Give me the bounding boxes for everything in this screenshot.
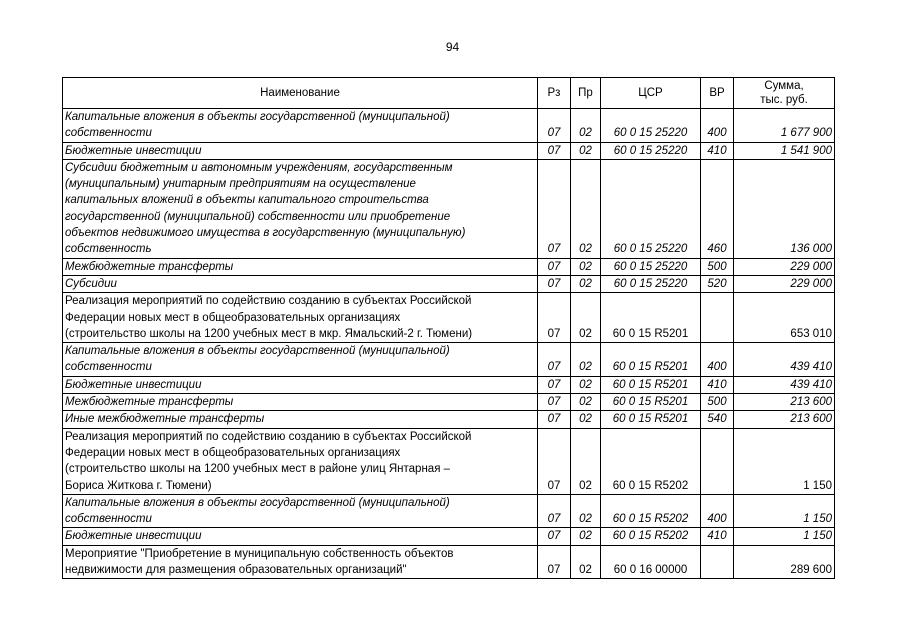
cell-csr: 60 0 15 R5201	[601, 411, 701, 428]
cell-pr: 02	[571, 394, 601, 411]
cell-vr: 400	[701, 343, 734, 377]
cell-pr: 02	[571, 275, 601, 292]
cell-csr: 60 0 15 R5202	[601, 528, 701, 545]
cell-sum: 439 410	[734, 376, 835, 393]
budget-table	[62, 77, 835, 579]
cell-sum: 653 010	[734, 293, 835, 343]
cell-pr: 02	[571, 109, 601, 143]
cell-sum: 439 410	[734, 343, 835, 377]
cell-csr: 60 0 16 00000	[601, 545, 701, 579]
cell-csr: 60 0 15 25220	[601, 159, 701, 258]
cell-rz: 07	[538, 142, 571, 159]
cell-csr: 60 0 15 R5201	[601, 293, 701, 343]
cell-name: Бюджетные инвестиции	[63, 528, 538, 545]
cell-rz: 07	[538, 343, 571, 377]
cell-rz: 07	[538, 275, 571, 292]
cell-name: Капитальные вложения в объекты государственной (муниципальной) собственности	[63, 109, 538, 143]
table-row	[63, 411, 835, 428]
cell-vr: 410	[701, 142, 734, 159]
table-row	[63, 376, 835, 393]
table-row	[63, 159, 835, 258]
table-row	[63, 258, 835, 275]
cell-name: Иные межбюджетные трансферты	[63, 411, 538, 428]
cell-vr: 460	[701, 159, 734, 258]
cell-name: Реализация мероприятий по содействию созданию в субъектах Российской Федерации новых мест в общеобразовательных организациях (строительство школы на 1200 учебных мест в районе улиц Янтарная – Бориса Житкова г. Тюмени)	[63, 428, 538, 494]
cell-csr: 60 0 15 R5201	[601, 376, 701, 393]
cell-vr: 540	[701, 411, 734, 428]
cell-pr: 02	[571, 376, 601, 393]
cell-vr: 400	[701, 494, 734, 528]
table-row	[63, 343, 835, 377]
page-number: 94	[445, 40, 460, 54]
cell-sum: 213 600	[734, 394, 835, 411]
cell-pr: 02	[571, 159, 601, 258]
header-name: Наименование	[63, 78, 538, 109]
cell-pr: 02	[571, 428, 601, 494]
cell-csr: 60 0 15 R5201	[601, 343, 701, 377]
cell-vr: 400	[701, 109, 734, 143]
cell-rz: 07	[538, 376, 571, 393]
cell-vr: 500	[701, 394, 734, 411]
header-csr: ЦСР	[601, 78, 701, 109]
cell-pr: 02	[571, 528, 601, 545]
table-row	[63, 545, 835, 579]
table-row	[63, 394, 835, 411]
cell-sum: 1 150	[734, 528, 835, 545]
cell-name: Субсидии бюджетным и автономным учреждениям, государственным (муниципальным) унитарным предприятиям на осуществление капитальных вложений в объекты капитального строительства государственной (муниципальной) собственности или приобретение объектов недвижимого имущества в государственную (муниципальную) собственность	[63, 159, 538, 258]
cell-pr: 02	[571, 142, 601, 159]
cell-name: Межбюджетные трансферты	[63, 258, 538, 275]
header-sum: Сумма, тыс. руб.	[734, 78, 835, 109]
cell-vr	[701, 545, 734, 579]
cell-csr: 60 0 15 25220	[601, 258, 701, 275]
cell-pr: 02	[571, 258, 601, 275]
cell-rz: 07	[538, 293, 571, 343]
cell-csr: 60 0 15 R5202	[601, 428, 701, 494]
cell-pr: 02	[571, 545, 601, 579]
table-row	[63, 528, 835, 545]
cell-csr: 60 0 15 R5202	[601, 494, 701, 528]
table-row	[63, 494, 835, 528]
cell-rz: 07	[538, 528, 571, 545]
cell-rz: 07	[538, 159, 571, 258]
cell-sum: 136 000	[734, 159, 835, 258]
table-row	[63, 428, 835, 494]
cell-sum: 1 150	[734, 428, 835, 494]
table-row	[63, 109, 835, 143]
cell-name: Субсидии	[63, 275, 538, 292]
cell-vr: 410	[701, 528, 734, 545]
cell-name: Межбюджетные трансферты	[63, 394, 538, 411]
header-vr: ВР	[701, 78, 734, 109]
cell-pr: 02	[571, 411, 601, 428]
header-pr: Пр	[571, 78, 601, 109]
table-body	[63, 109, 835, 579]
cell-vr: 520	[701, 275, 734, 292]
cell-sum: 289 600	[734, 545, 835, 579]
cell-name: Бюджетные инвестиции	[63, 142, 538, 159]
cell-vr	[701, 428, 734, 494]
cell-name: Капитальные вложения в объекты государственной (муниципальной) собственности	[63, 494, 538, 528]
cell-pr: 02	[571, 293, 601, 343]
cell-name: Капитальные вложения в объекты государственной (муниципальной) собственности	[63, 343, 538, 377]
cell-sum: 229 000	[734, 258, 835, 275]
table-row	[63, 293, 835, 343]
cell-name: Мероприятие "Приобретение в муниципальную собственность объектов недвижимости для размещения образовательных организаций"	[63, 545, 538, 579]
header-rz: Рз	[538, 78, 571, 109]
cell-rz: 07	[538, 411, 571, 428]
cell-csr: 60 0 15 R5201	[601, 394, 701, 411]
cell-name: Бюджетные инвестиции	[63, 376, 538, 393]
cell-rz: 07	[538, 258, 571, 275]
cell-rz: 07	[538, 109, 571, 143]
cell-pr: 02	[571, 343, 601, 377]
cell-vr: 410	[701, 376, 734, 393]
cell-sum: 229 000	[734, 275, 835, 292]
cell-sum: 1 541 900	[734, 142, 835, 159]
cell-vr: 500	[701, 258, 734, 275]
cell-csr: 60 0 15 25220	[601, 275, 701, 292]
cell-rz: 07	[538, 428, 571, 494]
cell-csr: 60 0 15 25220	[601, 109, 701, 143]
table-row	[63, 142, 835, 159]
cell-sum: 1 150	[734, 494, 835, 528]
cell-name: Реализация мероприятий по содействию созданию в субъектах Российской Федерации новых мест в общеобразовательных организациях (строительство школы на 1200 учебных мест в мкр. Ямальский-2 г. Тюмени)	[63, 293, 538, 343]
cell-csr: 60 0 15 25220	[601, 142, 701, 159]
cell-sum: 1 677 900	[734, 109, 835, 143]
cell-pr: 02	[571, 494, 601, 528]
cell-sum: 213 600	[734, 411, 835, 428]
table-header-row	[63, 78, 835, 109]
cell-rz: 07	[538, 494, 571, 528]
cell-rz: 07	[538, 394, 571, 411]
cell-vr	[701, 293, 734, 343]
cell-rz: 07	[538, 545, 571, 579]
table-row	[63, 275, 835, 292]
